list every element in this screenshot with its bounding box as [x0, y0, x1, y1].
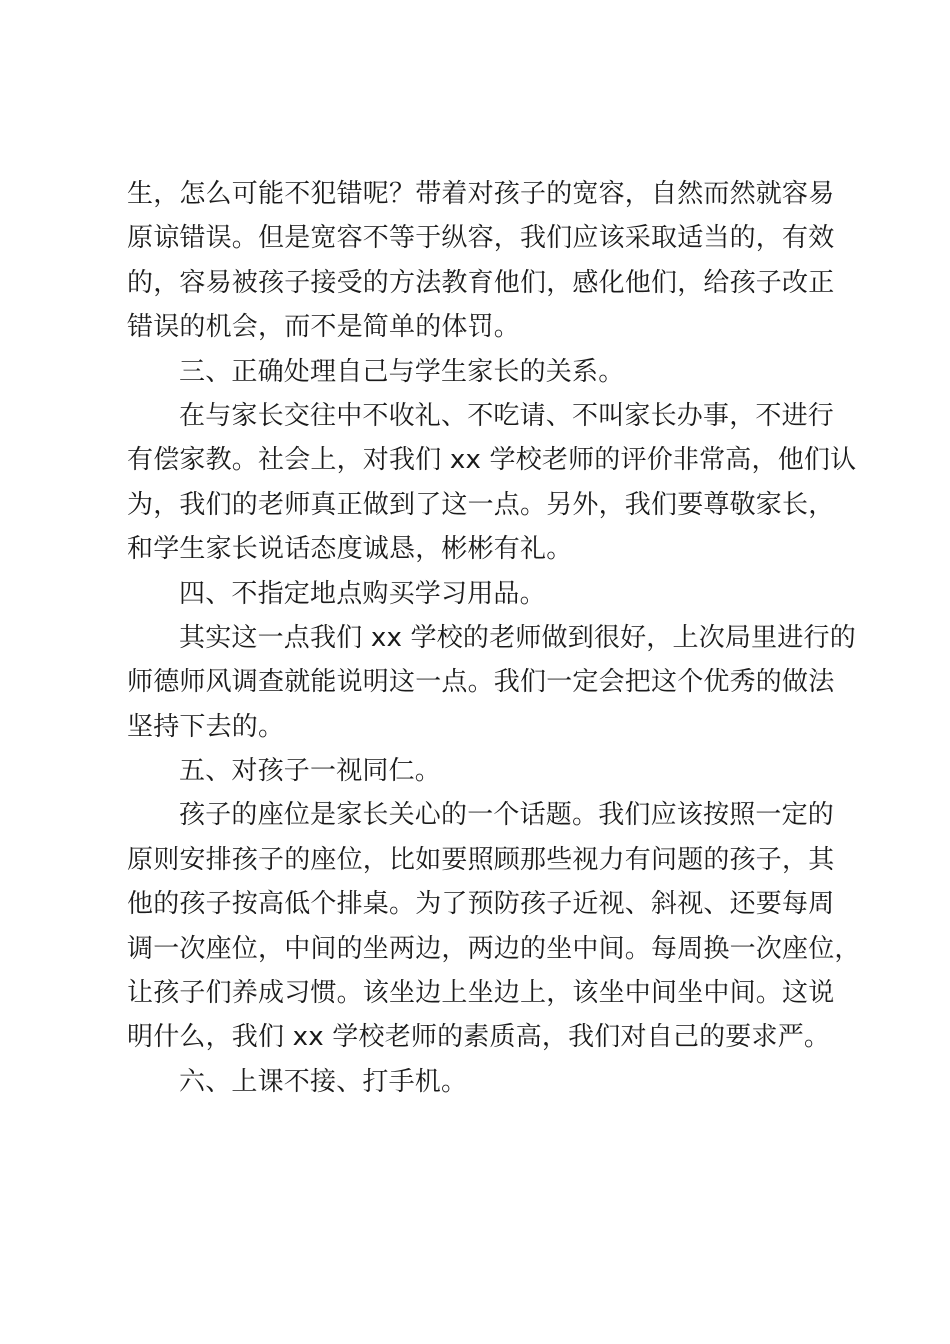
- text-line: 师德师风调查就能说明这一点。我们一定会把这个优秀的做法: [127, 667, 835, 698]
- text-line: 的，容易被孩子接受的方法教育他们，感化他们，给孩子改正: [127, 267, 835, 298]
- text-line: 明什么，我们 xx 学校老师的素质高，我们对自己的要求严。: [127, 1022, 831, 1053]
- document-body: [127, 172, 861, 1104]
- section-heading: 六、上课不接、打手机。: [179, 1066, 468, 1097]
- section-heading: 五、对孩子一视同仁。: [179, 756, 442, 787]
- text-line: 孩子的座位是家长关心的一个话题。我们应该按照一定的: [179, 800, 835, 831]
- text-line: 他的孩子按高低个排桌。为了预防孩子近视、斜视、还要每周: [127, 889, 835, 920]
- text-line: 和学生家长说话态度诚恳，彬彬有礼。: [127, 534, 573, 565]
- text-line: 坚持下去的。: [127, 711, 285, 742]
- section-heading: 三、正确处理自己与学生家长的关系。: [179, 356, 625, 387]
- text-line: 原则安排孩子的座位，比如要照顾那些视力有问题的孩子，其: [127, 844, 835, 875]
- text-line: 生，怎么可能不犯错呢？带着对孩子的宽容，自然而然就容易: [127, 179, 835, 209]
- text-line: 调一次座位，中间的坐两边，两边的坐中间。每周换一次座位，: [127, 933, 861, 964]
- text-line: 有偿家教。社会上，对我们 xx 学校老师的评价非常高，他们认: [127, 445, 857, 476]
- text-line: 让孩子们养成习惯。该坐边上坐边上，该坐中间坐中间。这说: [127, 978, 835, 1009]
- text-line: 为，我们的老师真正做到了这一点。另外，我们要尊敬家长，: [127, 489, 835, 520]
- text-line: 原谅错误。但是宽容不等于纵容，我们应该采取适当的，有效: [127, 223, 835, 254]
- section-heading: 四、不指定地点购买学习用品。: [179, 578, 546, 609]
- text-line: 错误的机会，而不是简单的体罚。: [127, 312, 521, 343]
- text-line: 其实这一点我们 xx 学校的老师做到很好，上次局里进行的: [179, 622, 856, 653]
- text-line: 在与家长交往中不收礼、不吃请、不叫家长办事，不进行: [179, 400, 835, 431]
